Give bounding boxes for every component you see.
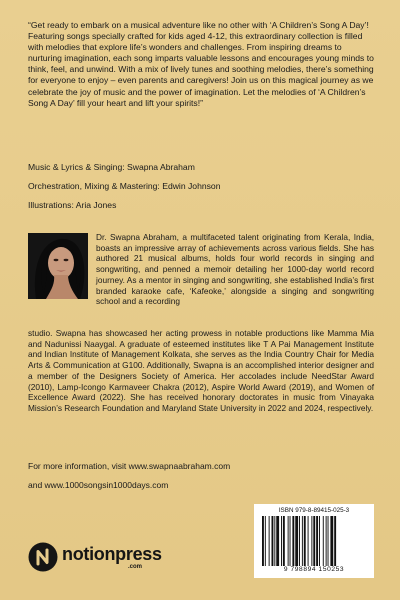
credit-music: Music & Lyrics & Singing: Swapna Abraham [28, 162, 195, 172]
website-line-2: and www.1000songsin1000days.com [28, 480, 169, 490]
publisher-suffix: .com [128, 564, 143, 570]
author-bio-continued: studio. Swapna has showcased her acting prowess in notable productions like Mamma Mia and Nadunissi Naaygal. A graduate of esteemed institutes like T A Pai Management Institute and Indian Institute of Management Kolkata, she serves as the India Country Chair for Media Arts & Communication at G100. Additionally, Swapna is an accomplished interior designer and a member of the Designers Society of America. Her accolades include NeedStar Award (2010), Lamp-Icongo Karmaveer Chakra (2012), Aspire World Award (2019), and Women of Excellence Award (2022). She has received honorary doctorates in music from Vinayaka Mission’s Research Foundation and Maryland State University in 2022 and 2024, respectively. [28, 328, 374, 413]
credit-orchestration: Orchestration, Mixing & Mastering: Edwin Johnson [28, 181, 221, 191]
book-blurb: “Get ready to embark on a musical adventure like no other with ‘A Children’s Song A Day’! Featuring songs specially crafted for kids aged 4-12, this extraordinary collection is filled with melodies that explore life’s wonders and challenges. From inspiring dreams to nurturing imagination, each song imparts valuable lessons and encourages young minds to think, feel, and unwind. With a mix of lively tunes and soothing melodies, there’s something for everyone to enjoy – even parents and caregivers! Join us on this magical journey as we celebrate the joy of music and the power of imagination. Let the melodies of ‘A Children’s Song A Day’ fill your heart and lift your spirits!” [28, 20, 374, 108]
barcode-digits: 9 798894 150253 [283, 566, 345, 573]
credit-illustrations: Illustrations: Aria Jones [28, 200, 117, 210]
publisher-name: notionpress [62, 544, 162, 564]
publisher-logo [28, 540, 162, 576]
author-bio-intro: Dr. Swapna Abraham, a multifaceted talent originating from Kerala, India, boasts an impressive array of achievements across various fields. She has authored 21 musical albums, holds four world records in singing and songwriting, and penned a memoir detailing her 1000-day world record journey. As a mentor in singing and songwriting, she established India’s first branded karaoke cafe, ‘Kafeoke,’ alongside a singing and songwriting school and a recording [96, 232, 374, 307]
author-photo [28, 233, 88, 299]
barcode-bars [262, 516, 366, 566]
website-line-1: For more information, visit www.swapnaabraham.com [28, 461, 231, 471]
isbn-barcode [254, 504, 374, 578]
notionpress-logo-icon [28, 542, 58, 572]
isbn-label: ISBN 979-8-89415-025-3 [278, 507, 350, 514]
